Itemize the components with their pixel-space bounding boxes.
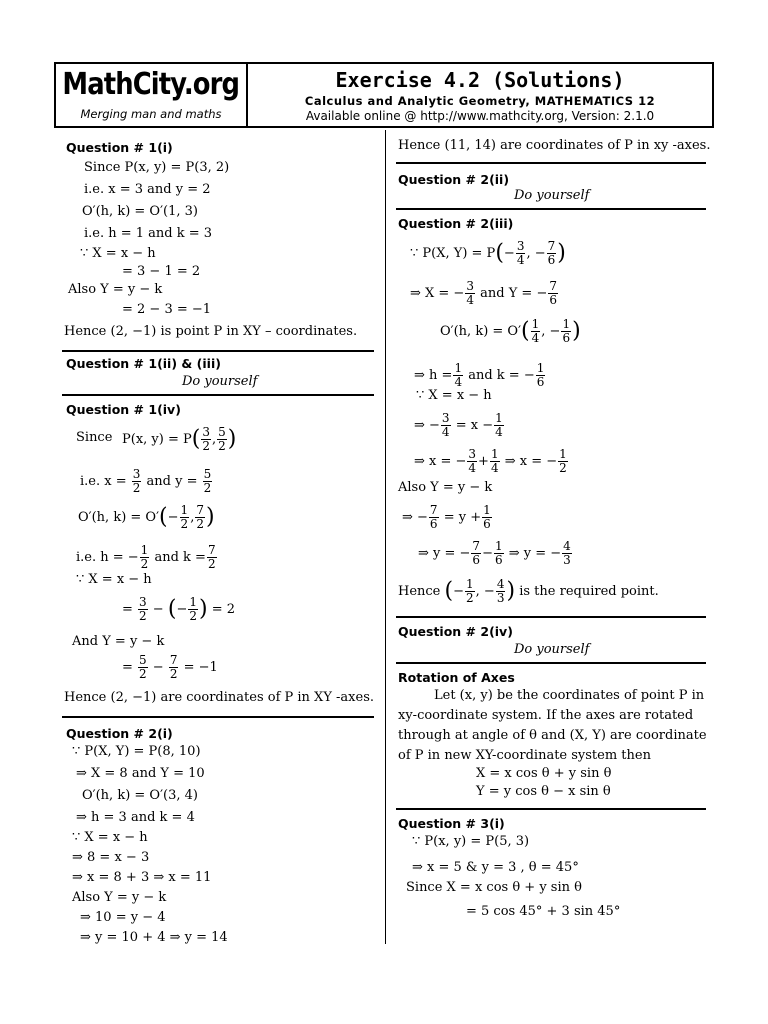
q2iii-line: Hence (− $\frac{1}{2}$ , − $\frac{4}{3}$ ) is the required point. (398, 577, 659, 605)
q1i-line: Also Y = y − k (68, 282, 163, 297)
q2iii-heading: Question # 2(iii) (398, 216, 514, 231)
q2i-line: ⇒ y = 10 + 4 ⇒ y = 14 (80, 930, 228, 945)
q1i-line: i.e. h = 1 and k = 3 (84, 226, 213, 241)
q1iv-line: Since (76, 430, 113, 445)
q1iv-line: = $\frac{5}{2}$ − $\frac{7}{2}$ = −1 (122, 653, 218, 681)
q2i-line: O′(h, k) = O′(3, 4) (82, 788, 198, 803)
fraction: $\frac{1}{4}$ (454, 361, 463, 389)
fraction: $\frac{7}{2}$ (207, 543, 216, 571)
section-rule (62, 394, 374, 396)
q2iii-line: ⇒ − $\frac{3}{4}$ = x − $\frac{1}{4}$ (414, 411, 503, 439)
fraction: $\frac{3}{4}$ (466, 279, 474, 307)
rotation-heading: Rotation of Axes (398, 670, 515, 685)
q2iii-line: ⇒ X = − $\frac{3}{4}$ and Y = − $\frac{7}{6}$ (410, 279, 557, 307)
fraction: $\frac{1}{2}$ (140, 543, 149, 571)
availability-note: Available online @ http://www.mathcity.org, Version: 2.1.0 (305, 108, 655, 123)
fraction: $\frac{1}{2}$ (466, 577, 474, 605)
q2iii-line: O′(h, k) = O′( $\frac{1}{4}$ , − $\frac{1}{6}$ ) (440, 317, 581, 345)
q2i-line: ∵ P(X, Y) = P(8, 10) (72, 744, 201, 759)
section-rule (396, 662, 706, 664)
q2iii-line: ⇒ y = − $\frac{7}{6}$ − $\frac{1}{6}$ ⇒ y = − $\frac{4}{3}$ (418, 539, 571, 567)
fraction: $\frac{1}{4}$ (495, 411, 503, 439)
fraction: $\frac{3}{2}$ (139, 595, 147, 623)
fraction: $\frac{4}{3}$ (496, 577, 505, 605)
q1iv-line: = $\frac{3}{2}$ − (− $\frac{1}{2}$ ) = 2 (122, 595, 236, 623)
q2ii-heading: Question # 2(ii) (398, 172, 510, 187)
q2i-line: ⇒ h = 3 and k = 4 (76, 810, 195, 825)
q2i-line: ⇒ 10 = y − 4 (80, 910, 166, 925)
q2i-line: ⇒ x = 8 + 3 ⇒ x = 11 (72, 870, 212, 885)
q1iv-line: O′(h, k) = O′(− $\frac{1}{2}$ , $\frac{7}{2}$ ) (78, 503, 215, 531)
q1iv-line: i.e. h = − $\frac{1}{2}$ and k = $\frac{7}{2}$ (76, 543, 216, 571)
section-rule (396, 162, 706, 164)
q2iii-line: ⇒ h = $\frac{1}{4}$ and k = − $\frac{1}{6}$ (414, 361, 545, 389)
q1i-line: O′(h, k) = O′(1, 3) (82, 204, 198, 219)
fraction: $\frac{3}{4}$ (441, 411, 450, 439)
fraction: $\frac{7}{2}$ (196, 503, 204, 531)
q1iv-text: P(x, y) = P (122, 432, 192, 447)
title-box (248, 64, 712, 126)
q1i-line: Hence (2, −1) is point P in XY – coordinates. (64, 324, 358, 339)
fraction: $\frac{1}{4}$ (490, 447, 499, 475)
q2i-line: Also Y = y − k (72, 890, 167, 905)
fraction: $\frac{7}{6}$ (549, 279, 557, 307)
q1iv-line: i.e. x = $\frac{3}{2}$ and y = $\frac{5}{2}$ (80, 467, 212, 495)
q1i-line: ∵ X = x − h (80, 246, 156, 261)
q1i-line: = 2 − 3 = −1 (122, 302, 212, 317)
section-rule (396, 616, 706, 618)
page-subtitle: Calculus and Analytic Geometry, MATHEMATICS 12 (304, 93, 656, 108)
fraction: $\frac{1}{2}$ (559, 447, 567, 475)
q2iii-line: ∵ X = x − h (416, 388, 492, 403)
fraction: $\frac{3}{4}$ (468, 447, 477, 475)
q1-result-line: Hence (11, 14) are coordinates of P in xy -axes. (398, 138, 711, 153)
page-header (54, 62, 714, 128)
fraction: $\frac{3}{2}$ (202, 425, 210, 453)
fraction: $\frac{7}{6}$ (429, 503, 438, 531)
site-logo[interactable]: MathCity.org (62, 67, 240, 102)
fraction: $\frac{1}{2}$ (180, 503, 189, 531)
fraction: $\frac{1}{6}$ (483, 503, 491, 531)
rotation-text: Let (x, y) be the coordinates of point P in (434, 688, 705, 703)
fraction: $\frac{5}{2}$ (218, 425, 226, 453)
q1iv-line: ∵ X = x − h (76, 572, 152, 587)
section-rule (396, 808, 706, 810)
q1i-line: i.e. x = 3 and y = 2 (84, 182, 211, 197)
fraction: $\frac{3}{2}$ (132, 467, 141, 495)
q1ii-heading: Question # 1(ii) & (iii) (66, 356, 221, 371)
section-rule (396, 208, 706, 210)
q2iv-heading: Question # 2(iv) (398, 624, 513, 639)
fraction: $\frac{4}{3}$ (563, 539, 571, 567)
rotation-text: through at angle of θ and (X, Y) are coordinate (398, 728, 707, 743)
fraction: $\frac{1}{2}$ (189, 595, 197, 623)
q3i-line: ∵ P(x, y) = P(5, 3) (412, 834, 530, 849)
q1i-heading: Question # 1(i) (66, 140, 173, 155)
fraction: $\frac{1}{4}$ (531, 317, 540, 345)
fraction: $\frac{1}{6}$ (562, 317, 571, 345)
q2iii-line: ⇒ x = − $\frac{3}{4}$ + $\frac{1}{4}$ ⇒ x = − $\frac{1}{2}$ (414, 447, 567, 475)
q1iv-line: Hence (2, −1) are coordinates of P in XY -axes. (64, 690, 375, 705)
q2iii-line: ∵ P(X, Y) = P(− $\frac{3}{4}$ , − $\frac{7}{6}$ ) (410, 239, 566, 267)
rotation-eq: Y = y cos θ − x sin θ (476, 784, 611, 799)
rotation-text: of P in new XY-coordinate system then (398, 748, 651, 763)
rotation-text: xy-coordinate system. If the axes are rotated (398, 708, 694, 723)
fraction: $\frac{3}{4}$ (516, 239, 525, 267)
section-rule (62, 350, 374, 352)
fraction: $\frac{7}{6}$ (547, 239, 556, 267)
q3i-line: ⇒ x = 5 & y = 3 , θ = 45° (412, 860, 579, 875)
q1i-line: = 3 − 1 = 2 (122, 264, 201, 279)
logo-box (56, 64, 248, 126)
q2iii-line: ⇒ − $\frac{7}{6}$ = y + $\frac{1}{6}$ (402, 503, 491, 531)
fraction: $\frac{7}{2}$ (169, 653, 178, 681)
q3i-line: = 5 cos 45° + 3 sin 45° (466, 904, 621, 919)
tagline: Merging man and maths (80, 107, 222, 121)
fraction: $\frac{7}{6}$ (472, 539, 481, 567)
column-divider (385, 130, 386, 944)
q1iv-heading: Question # 1(iv) (66, 402, 181, 417)
fraction: $\frac{1}{6}$ (536, 361, 545, 389)
q1ii-note: Do yourself (182, 374, 258, 389)
q3i-line: Since X = x cos θ + y sin θ (406, 880, 582, 895)
fraction: $\frac{1}{6}$ (494, 539, 503, 567)
q2i-line: ⇒ X = 8 and Y = 10 (76, 766, 205, 781)
q2i-line: ⇒ 8 = x − 3 (72, 850, 150, 865)
q2iv-note: Do yourself (514, 642, 590, 657)
q1iv-line: And Y = y − k (72, 634, 165, 649)
rotation-eq: X = x cos θ + y sin θ (476, 766, 612, 781)
page-title: Exercise 4.2 (Solutions) (335, 67, 625, 92)
fraction: $\frac{5}{2}$ (139, 653, 147, 681)
q1i-line: Since P(x, y) = P(3, 2) (84, 160, 230, 175)
q2i-line: ∵ X = x − h (72, 830, 148, 845)
q3i-heading: Question # 3(i) (398, 816, 505, 831)
q1iv-line: P(x, y) = P( $\frac{3}{2}$ , $\frac{5}{2}$ ) (122, 425, 237, 453)
q2iii-line: Also Y = y − k (398, 480, 493, 495)
section-rule (62, 716, 374, 718)
q2i-heading: Question # 2(i) (66, 726, 173, 741)
fraction: $\frac{5}{2}$ (203, 467, 212, 495)
q2ii-note: Do yourself (514, 188, 590, 203)
